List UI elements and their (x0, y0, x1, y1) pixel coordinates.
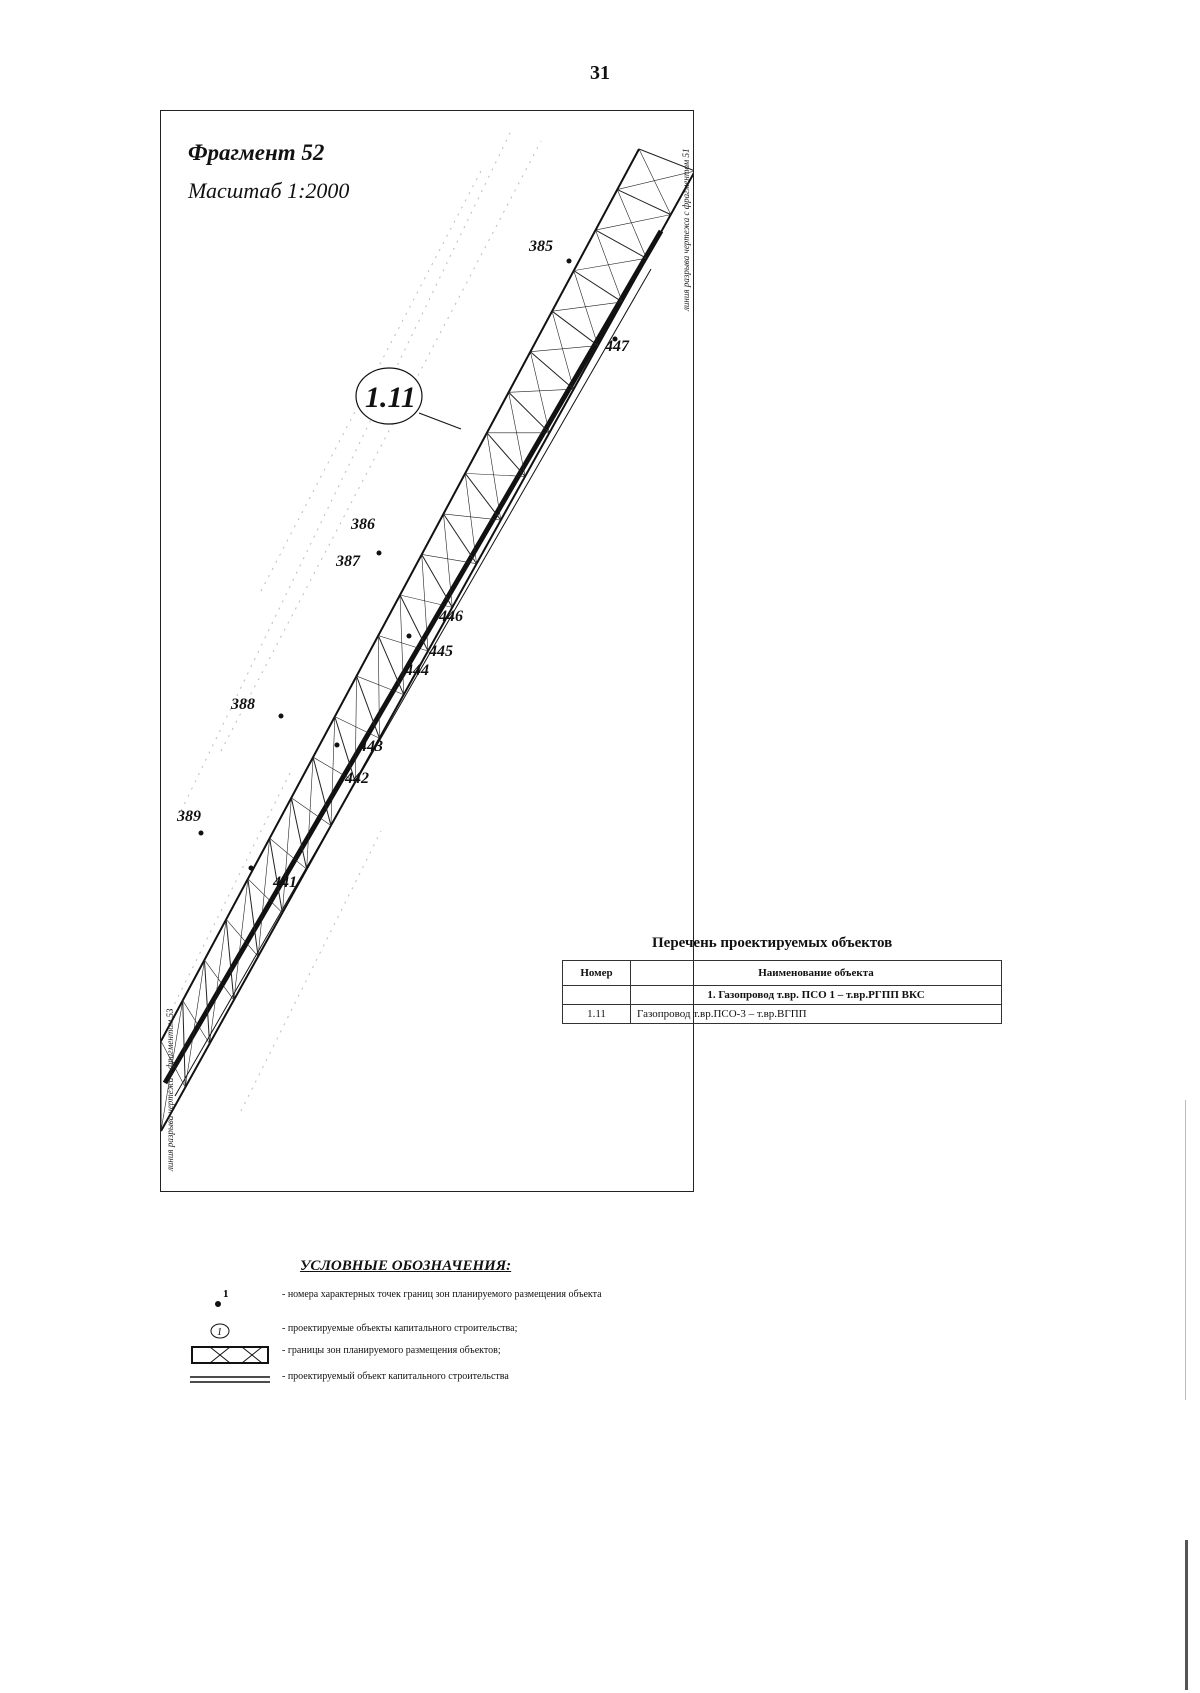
hatch-diagonal (378, 636, 379, 739)
characteristic-points (176, 238, 630, 891)
planned-pipeline-line (165, 231, 661, 1083)
hatch-rung (509, 392, 550, 433)
edge-label-left: линия разрыва чертежа с фрагментом 53 (165, 1008, 175, 1171)
hatch-diagonal (530, 352, 549, 433)
point-label-385: 385 (529, 238, 553, 255)
svg-text:1: 1 (217, 1327, 222, 1338)
point-label-445: 445 (429, 643, 453, 660)
hatch-rung (248, 879, 258, 957)
hatch-rung (530, 352, 573, 389)
scan-edge-artifact-dark (1185, 1540, 1188, 1690)
hatched-zone-icon (190, 1344, 270, 1366)
hatch-diagonal (465, 473, 525, 476)
hatch-rung (378, 636, 403, 695)
svg-text:1.11: 1.11 (365, 381, 416, 414)
hatch-rung (422, 554, 453, 607)
point-label-447: 447 (605, 338, 629, 355)
hatch-diagonal (355, 676, 356, 782)
table-cell-name: Газопровод т.вр.ПСО-3 – т.вр.ВГПП (631, 1005, 1002, 1024)
object-marker-1-11 (356, 368, 461, 429)
column-header-number: Номер (563, 961, 631, 986)
table-cell-number: 1.11 (563, 1005, 631, 1024)
hatch-diagonal (596, 215, 671, 230)
fragment-scale: Масштаб 1:2000 (188, 178, 350, 203)
table-header-row (563, 961, 1002, 986)
hatch-rung (465, 473, 501, 520)
hatch-rung (552, 311, 598, 345)
hatch-diagonal (617, 190, 646, 259)
point-label-446: 446 (439, 608, 463, 625)
column-header-name: Наименование объекта (631, 961, 1002, 986)
point-label-443: 443 (359, 738, 383, 755)
page-number: 31 (590, 62, 610, 84)
hatch-diagonal (183, 1000, 210, 1043)
map-fragment (160, 110, 694, 1192)
point-label-442: 442 (345, 770, 369, 787)
table-group-label: 1. Газопровод т.вр. ПСО 1 – т.вр.РГПП ВКС (631, 986, 1002, 1005)
hatch-rung (400, 595, 428, 651)
table-row (563, 1005, 1002, 1024)
edge-label-right: линия разрыва чертежа с фрагментом 51 (681, 148, 691, 311)
svg-text:1: 1 (223, 1288, 229, 1300)
objects-table (562, 960, 1002, 1024)
point-label-389: 389 (177, 808, 201, 825)
point-label-441: 441 (273, 874, 297, 891)
hatch-rung (443, 514, 476, 564)
hatch-diagonal (530, 346, 598, 352)
hatch-rung (574, 271, 622, 302)
fragment-title: Фрагмент 52 (188, 140, 325, 165)
map-drawing (161, 111, 694, 1192)
point-label-444: 444 (405, 662, 429, 679)
table-group-row (563, 986, 1002, 1005)
point-label-386: 386 (351, 516, 375, 533)
double-line-icon (190, 1370, 270, 1392)
point-label-387: 387 (336, 553, 360, 570)
background-features (171, 131, 541, 1111)
hatch-diagonal (639, 149, 671, 215)
hatch-rung (204, 960, 209, 1044)
point-label-388: 388 (231, 696, 255, 713)
hatch-diagonal (552, 302, 622, 311)
hatch-rung (596, 230, 647, 258)
hatch-diagonal (331, 717, 335, 826)
hatch-rung (617, 190, 670, 215)
hatch-diagonal (307, 757, 313, 869)
legend-title: УСЛОВНЫЕ ОБОЗНАЧЕНИЯ: (300, 1258, 512, 1274)
object-marker-icon (190, 1322, 270, 1344)
point-marker-icon (190, 1288, 270, 1310)
hatch-diagonal (465, 473, 476, 563)
objects-table-title: Перечень проектируемых объектов (652, 935, 893, 951)
hatch-diagonal (509, 392, 525, 476)
hatch-diagonal (509, 389, 574, 392)
hatch-diagonal (552, 311, 574, 389)
hatch-rung (226, 919, 234, 1000)
scan-edge-artifact (1185, 1100, 1186, 1400)
